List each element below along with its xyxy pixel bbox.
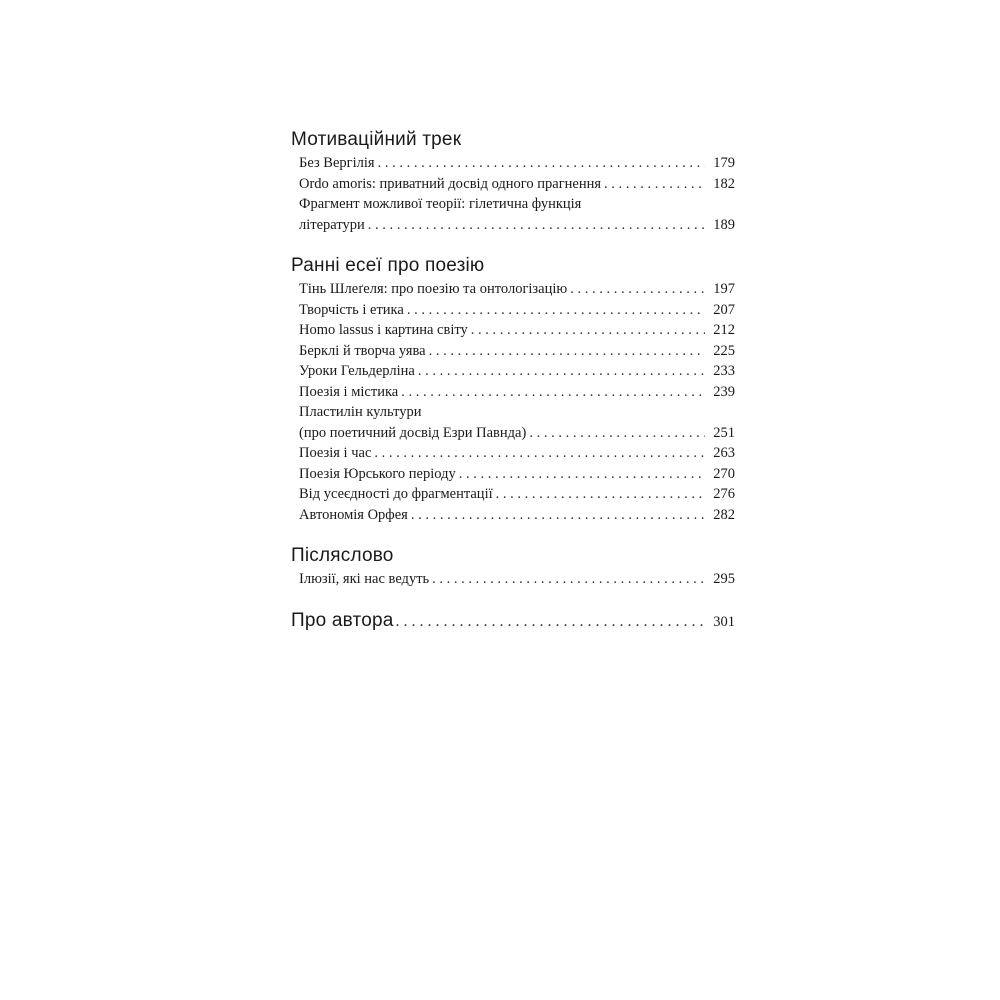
page-number: 263: [713, 445, 735, 461]
toc-entry[interactable]: [299, 153, 735, 174]
dot-leader: [432, 569, 705, 590]
entry-title: Автономія Орфея: [299, 506, 408, 523]
section-title: Мотиваційний трек: [291, 129, 462, 150]
entry-title: Берклі й творча уява: [299, 342, 426, 359]
toc-entries: [291, 153, 735, 235]
toc-entry[interactable]: [299, 464, 735, 485]
page-number: 295: [713, 571, 735, 587]
entry-title-line: Фрагмент можливої теорії: гілетична функція: [299, 196, 582, 212]
page-number: 239: [713, 383, 735, 400]
page-number: 233: [713, 363, 735, 379]
dot-leader: [396, 613, 705, 631]
toc-entry[interactable]: [299, 382, 735, 403]
entry-title: Поезія і час: [299, 445, 372, 461]
toc-section: [291, 253, 735, 525]
section-title: Про автора: [291, 609, 394, 631]
entry-title: Тінь Шлеґеля: про поезію та онтологізацію: [299, 281, 568, 297]
toc-section: [291, 127, 735, 235]
entry-title: Від усеєдності до фрагментації: [299, 486, 493, 502]
dot-leader: [429, 341, 705, 362]
section-title: Ранні есеї про поезію: [291, 255, 485, 276]
toc-about-author[interactable]: [291, 608, 735, 634]
page-number: 282: [713, 506, 735, 523]
toc-entry[interactable]: [299, 569, 735, 590]
page-number: 207: [713, 301, 735, 318]
toc-entry[interactable]: [299, 320, 735, 341]
dot-leader: [368, 215, 705, 236]
entry-last-line: [299, 423, 735, 444]
dot-leader: [411, 505, 705, 526]
page-number: 179: [713, 155, 735, 171]
section-title: Післяслово: [291, 545, 394, 566]
toc-entry[interactable]: [299, 361, 735, 382]
entry-title: Поезія Юрського періоду: [299, 465, 456, 482]
entry-title: Без Вергілія: [299, 155, 375, 171]
page-number: 225: [713, 342, 735, 359]
entry-title: (про поетичний досвід Езри Павнда): [299, 424, 527, 441]
dot-leader: [407, 300, 705, 321]
toc-entry[interactable]: [299, 300, 735, 321]
dot-leader: [529, 423, 705, 444]
toc-section: [291, 543, 735, 590]
entry-title: Поезія і містика: [299, 383, 399, 400]
toc-entry[interactable]: [299, 279, 735, 300]
entry-title: Уроки Гельдерліна: [299, 363, 415, 379]
page-number: 212: [713, 322, 735, 338]
toc-entry[interactable]: [299, 484, 735, 505]
dot-leader: [374, 443, 705, 464]
page-number: 270: [713, 465, 735, 482]
table-of-contents: [291, 127, 735, 652]
dot-leader: [401, 382, 705, 403]
toc-entry[interactable]: [299, 194, 735, 235]
dot-leader: [378, 153, 705, 174]
entry-last-line: [299, 215, 735, 236]
page-number: 197: [713, 281, 735, 297]
toc-entry[interactable]: [299, 341, 735, 362]
toc-entries: [291, 569, 735, 590]
dot-leader: [570, 279, 705, 300]
toc-entry[interactable]: [299, 443, 735, 464]
toc-entry[interactable]: [299, 402, 735, 443]
toc-entries: [291, 279, 735, 525]
page-number: 276: [713, 486, 735, 502]
entry-title: Ordo amoris: приватний досвід одного прагнення: [299, 175, 602, 192]
entry-title-line: Пластилін культури: [299, 404, 422, 420]
toc-entry[interactable]: [299, 505, 735, 526]
page-number: 182: [713, 175, 735, 192]
page-number: 251: [713, 424, 735, 441]
toc-entry[interactable]: [299, 174, 735, 195]
dot-leader: [471, 320, 705, 341]
dot-leader: [418, 361, 705, 382]
dot-leader: [604, 174, 705, 195]
dot-leader: [496, 484, 705, 505]
entry-title: Ілюзії, які нас ведуть: [299, 571, 430, 587]
entry-title: літератури: [299, 216, 365, 233]
entry-title: Homo lassus і картина світу: [299, 322, 468, 338]
page-number: 189: [713, 216, 735, 233]
page-number: 301: [713, 613, 735, 630]
entry-title: Творчість і етика: [299, 301, 404, 318]
dot-leader: [459, 464, 705, 485]
